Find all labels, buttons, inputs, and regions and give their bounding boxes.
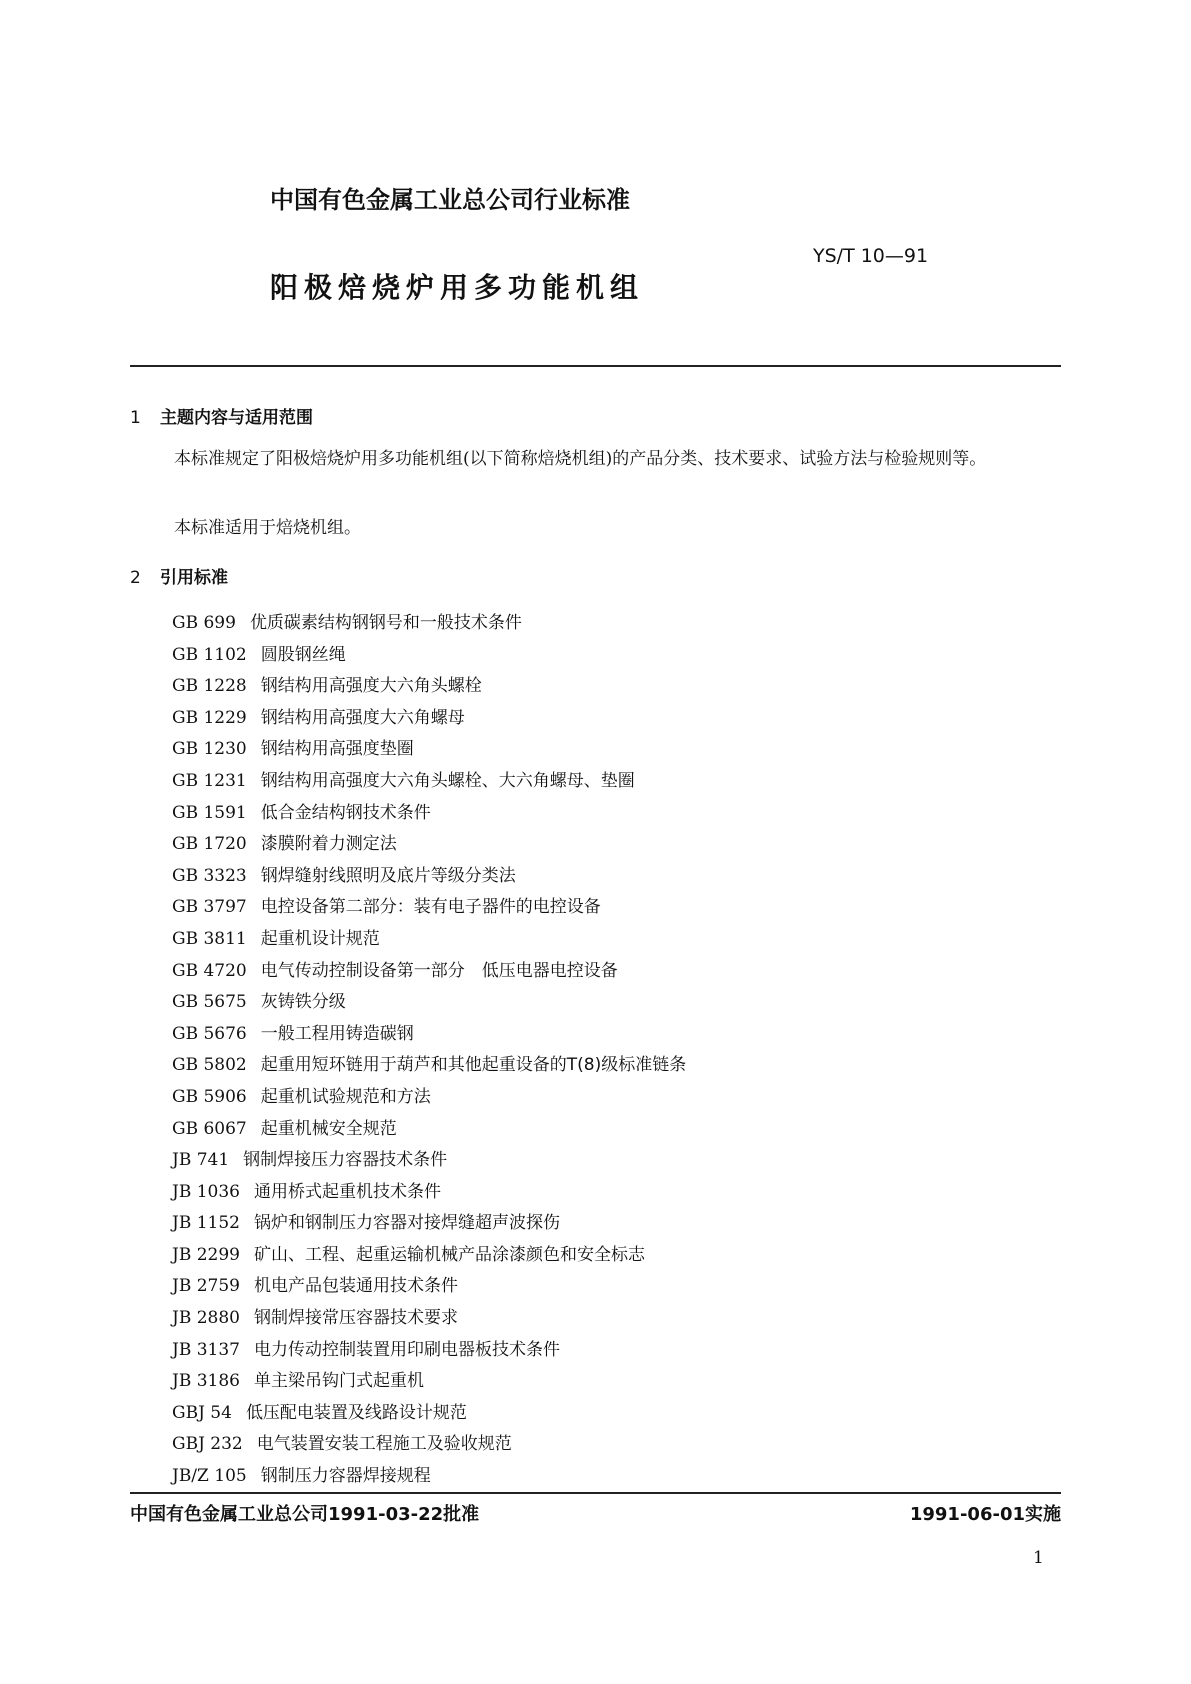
reference-code: GBJ 232 — [172, 1434, 243, 1455]
reference-title: 起重机试验规范和方法 — [260, 1086, 431, 1107]
document-title: 阳极焙烧炉用多功能机组 — [270, 271, 645, 304]
reference-code: JB 741 — [172, 1150, 230, 1171]
reference-item — [172, 1398, 686, 1430]
reference-item — [172, 829, 686, 861]
section-number: 1 — [130, 408, 141, 428]
reference-item — [172, 924, 686, 956]
reference-item — [172, 987, 686, 1019]
reference-title: 一般工程用铸造碳钢 — [260, 1023, 414, 1044]
reference-title: 圆股钢丝绳 — [260, 644, 346, 665]
reference-item — [172, 892, 686, 924]
reference-title: 钢焊缝射线照明及底片等级分类法 — [260, 865, 516, 886]
reference-item — [172, 1366, 686, 1398]
reference-item — [172, 640, 686, 672]
reference-item — [172, 1050, 686, 1082]
reference-title: 起重用短环链用于葫芦和其他起重设备的T(8)级标准链条 — [260, 1055, 687, 1076]
reference-title: 矿山、工程、起重运输机械产品涂漆颜色和安全标志 — [253, 1244, 645, 1265]
reference-title: 钢结构用高强度垫圈 — [260, 739, 414, 760]
reference-code: JB/Z 105 — [172, 1466, 247, 1487]
reference-title: 电气传动控制设备第一部分 低压电器电控设备 — [260, 960, 618, 981]
reference-title: 低压配电装置及线路设计规范 — [245, 1402, 467, 1423]
section-1-paragraph-scope: 本标准规定了阳极焙烧炉用多功能机组(以下简称焙烧机组)的产品分类、技术要求、试验方法与检验规则等。 — [174, 449, 987, 469]
reference-code: GBJ 54 — [172, 1402, 232, 1423]
reference-title: 起重机设计规范 — [260, 928, 380, 949]
reference-code: GB 699 — [172, 613, 236, 633]
reference-item — [172, 798, 686, 830]
reference-code: GB 6067 — [172, 1118, 247, 1139]
approval-statement: 中国有色金属工业总公司1991-03-22批准 — [130, 1504, 480, 1525]
reference-item — [172, 1335, 686, 1367]
reference-code: GB 1231 — [172, 770, 247, 791]
reference-item — [172, 1208, 686, 1240]
reference-code: GB 1591 — [172, 802, 247, 823]
section-title: 主题内容与适用范围 — [160, 408, 313, 428]
reference-title: 钢制焊接常压容器技术要求 — [253, 1308, 458, 1329]
page-number: 1 — [1033, 1548, 1044, 1568]
issuing-organization-title: 中国有色金属工业总公司行业标准 — [270, 186, 630, 214]
section-1-paragraph-applicability: 本标准适用于焙烧机组。 — [174, 518, 361, 538]
reference-title: 钢制焊接压力容器技术条件 — [243, 1150, 448, 1171]
reference-item — [172, 703, 686, 735]
section-title: 引用标准 — [160, 568, 228, 588]
reference-code: GB 1102 — [172, 644, 247, 665]
reference-code: GB 4720 — [172, 960, 247, 981]
reference-code: JB 2880 — [172, 1308, 240, 1329]
reference-code: GB 1230 — [172, 739, 247, 760]
reference-item — [172, 1019, 686, 1051]
section-1-heading — [130, 403, 313, 428]
reference-title: 机电产品包装通用技术条件 — [253, 1276, 458, 1297]
reference-item — [172, 608, 686, 640]
reference-title: 电力传动控制装置用印刷电器板技术条件 — [253, 1339, 560, 1360]
reference-item — [172, 1114, 686, 1146]
reference-code: GB 1720 — [172, 834, 247, 855]
reference-title: 钢结构用高强度大六角螺母 — [260, 707, 465, 728]
reference-standards-list — [172, 608, 686, 1493]
reference-item — [172, 1271, 686, 1303]
reference-title: 通用桥式起重机技术条件 — [253, 1181, 441, 1202]
reference-item — [172, 861, 686, 893]
reference-item — [172, 1145, 686, 1177]
reference-title: 起重机械安全规范 — [260, 1118, 397, 1139]
reference-item — [172, 1303, 686, 1335]
reference-code: JB 3137 — [172, 1339, 240, 1360]
reference-title: 锅炉和钢制压力容器对接焊缝超声波探伤 — [253, 1213, 560, 1234]
reference-item — [172, 956, 686, 988]
reference-code: GB 5675 — [172, 992, 247, 1013]
reference-title: 低合金结构钢技术条件 — [260, 802, 431, 823]
reference-item — [172, 766, 686, 798]
reference-title: 钢制压力容器焊接规程 — [260, 1466, 431, 1487]
reference-code: GB 1228 — [172, 676, 247, 697]
reference-item — [172, 1240, 686, 1272]
footer-divider — [130, 1492, 1061, 1494]
reference-title: 电控设备第二部分：装有电子器件的电控设备 — [260, 897, 601, 918]
reference-code: JB 1036 — [172, 1181, 240, 1202]
reference-code: GB 5906 — [172, 1086, 247, 1107]
reference-title: 优质碳素结构钢钢号和一般技术条件 — [249, 613, 522, 633]
reference-code: GB 1229 — [172, 707, 247, 728]
reference-code: JB 1152 — [172, 1213, 240, 1234]
reference-title: 单主梁吊钩门式起重机 — [253, 1371, 424, 1392]
reference-item — [172, 734, 686, 766]
effective-date: 1991-06-01实施 — [909, 1504, 1061, 1525]
reference-item — [172, 1461, 686, 1493]
reference-item — [172, 1429, 686, 1461]
section-number: 2 — [130, 568, 141, 588]
reference-code: JB 2299 — [172, 1244, 240, 1265]
header-divider — [130, 365, 1061, 367]
reference-item — [172, 1177, 686, 1209]
reference-code: JB 3186 — [172, 1371, 240, 1392]
reference-title: 电气装置安装工程施工及验收规范 — [256, 1434, 512, 1455]
reference-item — [172, 1082, 686, 1114]
reference-code: GB 3323 — [172, 865, 247, 886]
reference-code: GB 3811 — [172, 928, 247, 949]
reference-title: 灰铸铁分级 — [260, 992, 346, 1013]
reference-code: GB 5676 — [172, 1023, 247, 1044]
reference-code: GB 5802 — [172, 1055, 247, 1076]
reference-title: 漆膜附着力测定法 — [260, 834, 397, 855]
reference-title: 钢结构用高强度大六角头螺栓、大六角螺母、垫圈 — [260, 770, 635, 791]
reference-title: 钢结构用高强度大六角头螺栓 — [260, 676, 482, 697]
reference-code: GB 3797 — [172, 897, 247, 918]
reference-item — [172, 671, 686, 703]
reference-code: JB 2759 — [172, 1276, 240, 1297]
standard-code: YS/T 10—91 — [813, 245, 929, 267]
section-2-heading — [130, 563, 228, 588]
